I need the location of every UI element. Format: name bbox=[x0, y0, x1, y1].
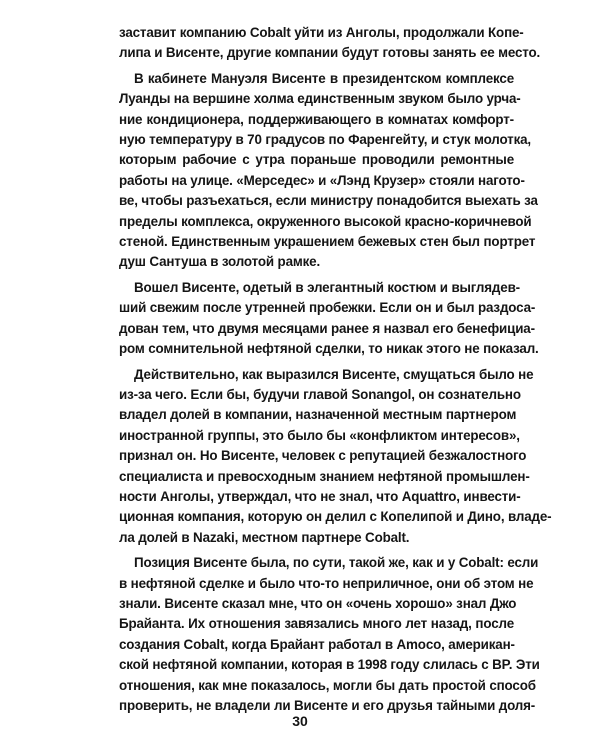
text-line: ром сомнительной нефтяной сделки, то никак этого не показал. bbox=[119, 341, 539, 357]
text-line: дован тем, что двумя месяцами ранее я назвал его бенефициа- bbox=[119, 320, 535, 336]
text-line: работы на улице. «Мерседес» и «Лэнд Крузер» стояли нагото- bbox=[119, 172, 525, 188]
text-line: пределы комплекса, окруженного высокой красно-коричневой bbox=[119, 213, 532, 229]
text-line: Луанды на вершине холма единственным звуком было урча- bbox=[119, 91, 521, 107]
text-line: специалиста и превосходным знанием нефтяной промышлен- bbox=[119, 468, 530, 484]
text-line: ную температуру в 70 градусов по Фаренгейту, и стук молотка, bbox=[119, 132, 531, 148]
body-text bbox=[119, 23, 552, 721]
text-line: стеной. Единственным украшением бежевых стен был портрет bbox=[119, 234, 536, 250]
text-line: ционная компания, которую он делил с Копелипой и Дино, владе- bbox=[119, 509, 552, 525]
text-line: иностранной группы, это было бы «конфликтом интересов», bbox=[119, 427, 520, 443]
paragraph-4 bbox=[119, 365, 552, 549]
text-line: ший свежим после утренней пробежки. Если он и был раздоса- bbox=[119, 300, 536, 316]
paragraph-5 bbox=[119, 553, 540, 716]
text-line: Позиция Висенте была, по сути, такой же, как и у Cobalt: если bbox=[134, 555, 539, 571]
paragraph-2 bbox=[119, 69, 538, 273]
text-line: в нефтяной сделке и было что-то неприличное, они об этом не bbox=[119, 575, 534, 591]
text-line: ности Анголы, утверждал, что не знал, что Aquattro, инвести- bbox=[119, 488, 521, 504]
text-line: владел долей в компании, назначенной местным партнером bbox=[119, 407, 517, 423]
text-line: создания Cobalt, когда Брайант работал в Amoco, американ- bbox=[119, 636, 515, 652]
text-line: Действительно, как выразился Висенте, смущаться было не bbox=[134, 366, 534, 382]
text-line: ской нефтяной компании, которая в 1998 году слилась с BP. Эти bbox=[119, 657, 540, 673]
text-line: из-за чего. Если бы, будучи главой Sonangol, он сознательно bbox=[119, 386, 521, 402]
text-line: душ Сантуша в золотой рамке. bbox=[119, 254, 321, 270]
text-line: В кабинете Мануэля Висенте в президентском комплексе bbox=[134, 70, 514, 86]
text-line: которым рабочие с утра пораньше проводили ремонтные bbox=[119, 152, 514, 168]
text-line: знали. Висенте сказал мне, что он «очень хорошо» знал Джо bbox=[119, 595, 517, 611]
text-line: Брайанта. Их отношения завязались много лет назад, после bbox=[119, 616, 514, 632]
text-line: ла долей в Nazaki, местном партнере Cobalt. bbox=[119, 529, 410, 545]
text-line: ние кондиционера, поддерживающего в комнатах комфорт- bbox=[119, 111, 514, 127]
text-line: ве, чтобы разъехаться, если министру понадобится выехать за bbox=[119, 193, 538, 209]
text-line: признал он. Но Висенте, человек с репутацией безжалостного bbox=[119, 448, 527, 464]
paragraph-1 bbox=[119, 23, 541, 64]
text-line: проверить, не владели ли Висенте и его друзья тайными доля- bbox=[119, 698, 536, 713]
text-line: Вошел Висенте, одетый в элегантный костюм и выглядев- bbox=[134, 279, 520, 295]
page-number: 30 bbox=[292, 713, 308, 729]
paragraph-3 bbox=[119, 278, 539, 360]
text-line: заставит компанию Cobalt уйти из Анголы, продолжали Копе- bbox=[119, 25, 524, 40]
text-line: липа и Висенте, другие компании будут готовы занять ее место. bbox=[119, 45, 541, 61]
text-line: отношения, как мне показалось, могли бы дать простой способ bbox=[119, 677, 536, 693]
